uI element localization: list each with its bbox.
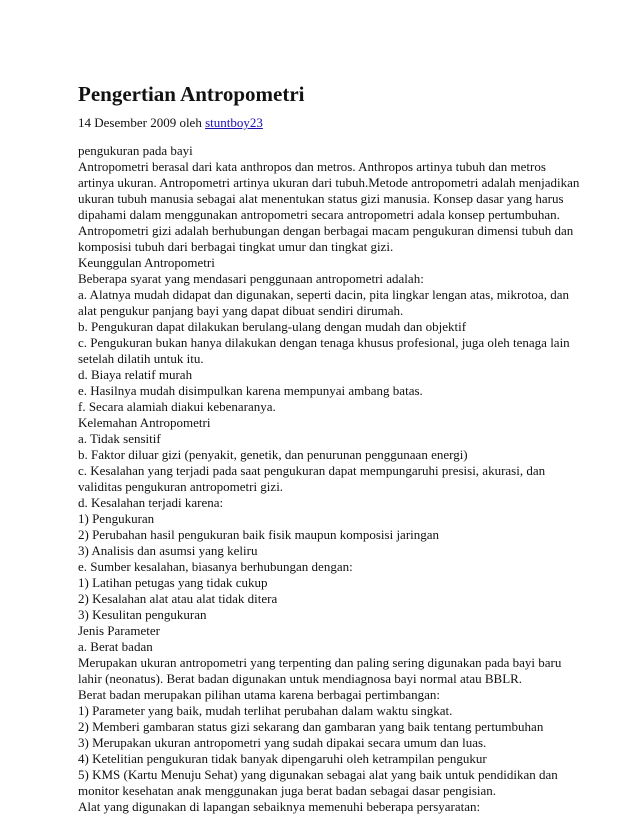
post-meta: [78, 115, 578, 131]
text-line: a. Tidak sensitif: [78, 431, 161, 446]
text-line: e. Sumber kesalahan, biasanya berhubungan dengan:: [78, 559, 353, 574]
text-line: 1) Latihan petugas yang tidak cukup: [78, 575, 268, 590]
author-link[interactable]: stuntboy23: [205, 115, 263, 130]
text-line: Antropometri berasal dari kata anthropos dan metros. Anthropos artinya tubuh dan metros: [78, 159, 546, 174]
text-line: b. Pengukuran dapat dilakukan berulang-ulang dengan mudah dan objektif: [78, 319, 467, 334]
text-line: Alat yang digunakan di lapangan sebaiknya memenuhi beberapa persyaratan:: [78, 799, 481, 814]
text-line: setelah dilatih untuk itu.: [78, 351, 204, 366]
article-body: [78, 143, 578, 815]
text-line: Antropometri gizi adalah berhubungan dengan berbagai macam pengukuran dimensi tubuh dan: [78, 223, 574, 238]
text-line: Berat badan merupakan pilihan utama karena berbagai pertimbangan:: [78, 687, 441, 702]
text-line: alat pengukur panjang bayi yang dapat dibuat sendiri dirumah.: [78, 303, 404, 318]
text-line: 1) Pengukuran: [78, 511, 155, 526]
text-line: 2) Memberi gambaran status gizi sekarang dan gambaran yang baik tentang pertumbuhan: [78, 719, 544, 734]
text-line: b. Faktor diluar gizi (penyakit, genetik, dan penurunan penggunaan energi): [78, 447, 468, 462]
document-page: [78, 82, 578, 815]
text-line: monitor kesehatan anak menggunakan juga berat badan sebagai dasar pengisian.: [78, 783, 497, 798]
text-line: lahir (neonatus). Berat badan digunakan untuk mendiagnosa bayi normal atau BBLR.: [78, 671, 523, 686]
text-line: Kelemahan Antropometri: [78, 415, 211, 430]
text-line: artinya ukuran. Antropometri artinya ukuran dari tubuh.Metode antropometri adalah menjadikan: [78, 175, 580, 190]
text-line: ukuran tubuh manusia sebagai alat menentukan status gizi manusia. Konsep dasar yang harus: [78, 191, 564, 206]
text-line: Beberapa syarat yang mendasari penggunaan antropometri adalah:: [78, 271, 424, 286]
text-line: 4) Ketelitian pengukuran tidak banyak dipengaruhi oleh ketrampilan pengukur: [78, 751, 487, 766]
text-line: 2) Perubahan hasil pengukuran baik fisik maupun komposisi jaringan: [78, 527, 440, 542]
text-line: c. Pengukuran bukan hanya dilakukan dengan tenaga khusus profesional, juga oleh tenaga lain: [78, 335, 570, 350]
text-line: c. Kesalahan yang terjadi pada saat pengukuran dapat mempungaruhi presisi, akurasi, dan: [78, 463, 546, 478]
text-line: 3) Analisis dan asumsi yang keliru: [78, 543, 258, 558]
text-line: 3) Kesulitan pengukuran: [78, 607, 207, 622]
text-line: 1) Parameter yang baik, mudah terlihat perubahan dalam waktu singkat.: [78, 703, 453, 718]
text-line: d. Kesalahan terjadi karena:: [78, 495, 224, 510]
post-date: 14 Desember 2009 oleh: [78, 115, 202, 130]
text-line: a. Berat badan: [78, 639, 153, 654]
text-line: komposisi tubuh dari berbagai tingkat umur dan tingkat gizi.: [78, 239, 394, 254]
text-line: a. Alatnya mudah didapat dan digunakan, seperti dacin, pita lingkar lengan atas, mikrotoa, dan: [78, 287, 569, 302]
document-title: Pengertian Antropometri: [78, 82, 305, 106]
text-line: 2) Kesalahan alat atau alat tidak ditera: [78, 591, 278, 606]
text-line: e. Hasilnya mudah disimpulkan karena mempunyai ambang batas.: [78, 383, 423, 398]
text-line: d. Biaya relatif murah: [78, 367, 193, 382]
text-line: 5) KMS (Kartu Menuju Sehat) yang digunakan sebagai alat yang baik untuk pendidikan dan: [78, 767, 558, 782]
text-line: Jenis Parameter: [78, 623, 160, 638]
text-line: f. Secara alamiah diakui kebenaranya.: [78, 399, 276, 414]
text-line: validitas pengukuran antropometri gizi.: [78, 479, 284, 494]
text-line: dipahami dalam menggunakan antropometri secara antropometri adala konsep pertumbuhan.: [78, 207, 560, 222]
text-line: Keunggulan Antropometri: [78, 255, 215, 270]
text-line: pengukuran pada bayi: [78, 143, 193, 158]
text-line: Merupakan ukuran antropometri yang terpenting dan paling sering digunakan pada bayi baru: [78, 655, 562, 670]
text-line: 3) Merupakan ukuran antropometri yang sudah dipakai secara umum dan luas.: [78, 735, 487, 750]
